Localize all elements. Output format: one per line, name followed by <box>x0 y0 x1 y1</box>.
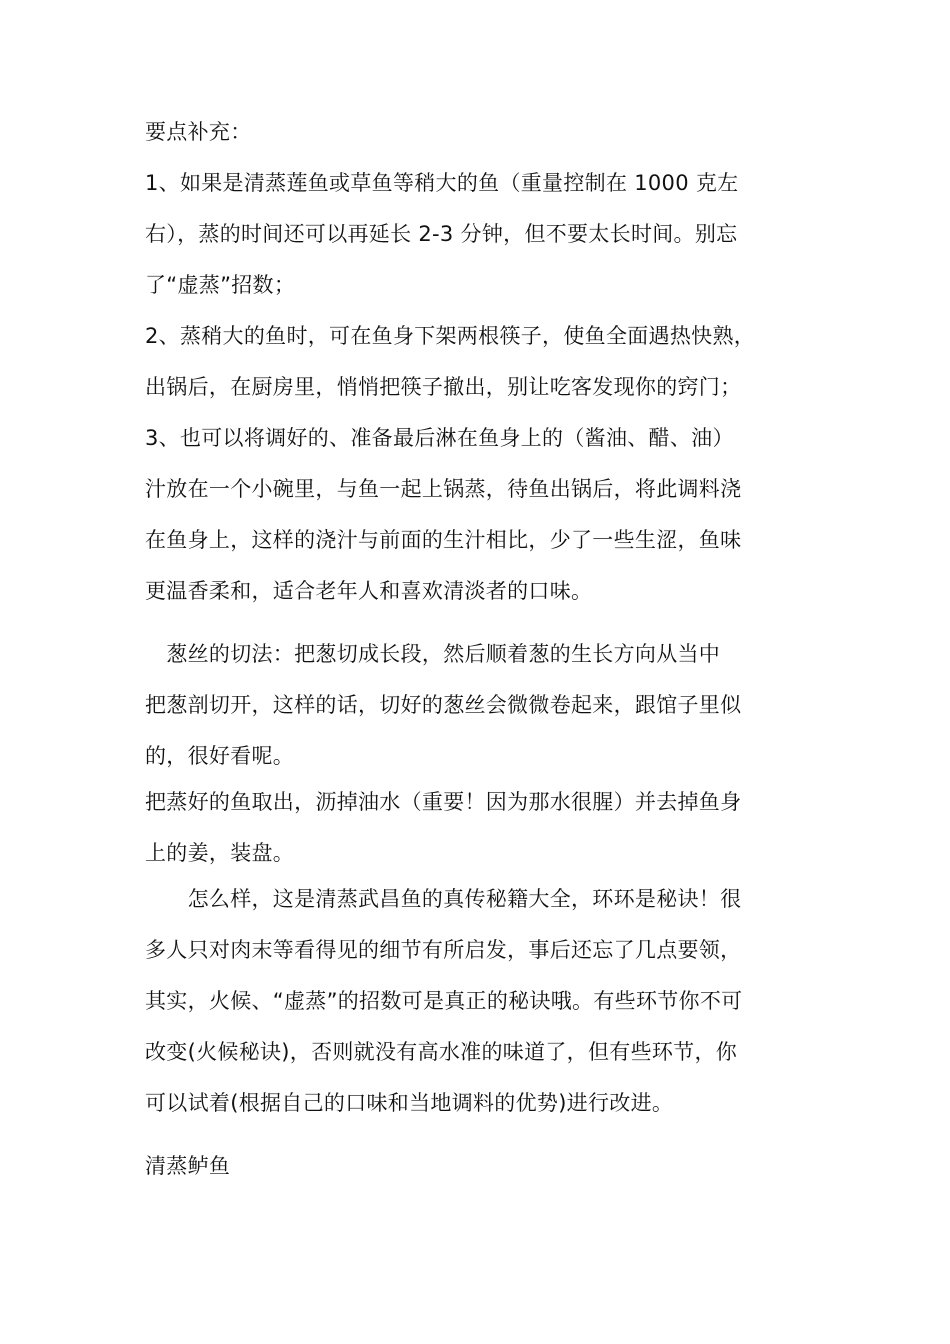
summary-line-5: 可以试着(根据自己的口味和当地调料的优势)进行改进。 <box>145 1091 674 1115</box>
tip-3-line-1: 3、也可以将调好的、准备最后淋在鱼身上的（酱油、醋、油） <box>145 426 734 450</box>
scallion-line-3: 的，很好看呢。 <box>145 744 295 768</box>
document-body <box>145 112 815 1197</box>
tip-3-line-2: 汁放在一个小碗里，与鱼一起上锅蒸，待鱼出锅后，将此调料浇 <box>145 477 742 501</box>
section-heading: 要点补充： <box>145 120 252 144</box>
tip-2 <box>145 316 815 418</box>
summary-line-4: 改变(火候秘诀)，否则就没有高水准的味道了，但有些环节，你 <box>145 1040 738 1064</box>
tip-2-line-2: 出锅后，在厨房里，悄悄把筷子撤出，别让吃客发现你的窍门； <box>145 375 742 399</box>
plating-line-1: 把蒸好的鱼取出，沥掉油水（重要！因为那水很腥）并去掉鱼身 <box>145 790 742 814</box>
scallion-line-2: 把葱剖切开，这样的话，切好的葱丝会微微卷起来，跟馆子里似 <box>145 693 742 717</box>
tip-1 <box>145 163 815 316</box>
paragraph-gap <box>145 622 815 634</box>
next-section-title: 清蒸鲈鱼 <box>145 1154 231 1178</box>
tip-2-line-1: 2、蒸稍大的鱼时，可在鱼身下架两根筷子，使鱼全面遇热快熟， <box>145 324 756 348</box>
summary-line-1: 怎么样，这是清蒸武昌鱼的真传秘籍大全，环环是秘诀！很 <box>145 887 742 911</box>
summary-line-3: 其实，火候、“虚蒸”的招数可是真正的秘诀哦。有些环节你不可 <box>145 989 743 1013</box>
plating-line-2: 上的姜，装盘。 <box>145 841 295 865</box>
summary-paragraph <box>145 879 815 1134</box>
tip-3-line-4: 更温香柔和，适合老年人和喜欢清淡者的口味。 <box>145 579 593 603</box>
scallion-paragraph <box>145 634 815 782</box>
plating-paragraph <box>145 782 815 879</box>
summary-line-2: 多人只对肉末等看得见的细节有所启发，事后还忘了几点要领， <box>145 938 742 962</box>
tip-1-line-1: 1、如果是清蒸莲鱼或草鱼等稍大的鱼（重量控制在 1000 克左 <box>145 171 739 195</box>
section-gap <box>145 1134 815 1146</box>
tip-1-line-3: 了“虚蒸”招数； <box>145 273 296 297</box>
tip-3-line-3: 在鱼身上，这样的浇汁与前面的生汁相比，少了一些生涩，鱼味 <box>145 528 742 552</box>
tip-1-line-2: 右），蒸的时间还可以再延长 2-3 分钟，但不要太长时间。别忘 <box>145 222 738 246</box>
scallion-line-1: 葱丝的切法：把葱切成长段，然后顺着葱的生长方向从当中 <box>145 642 721 666</box>
tip-3 <box>145 418 815 622</box>
